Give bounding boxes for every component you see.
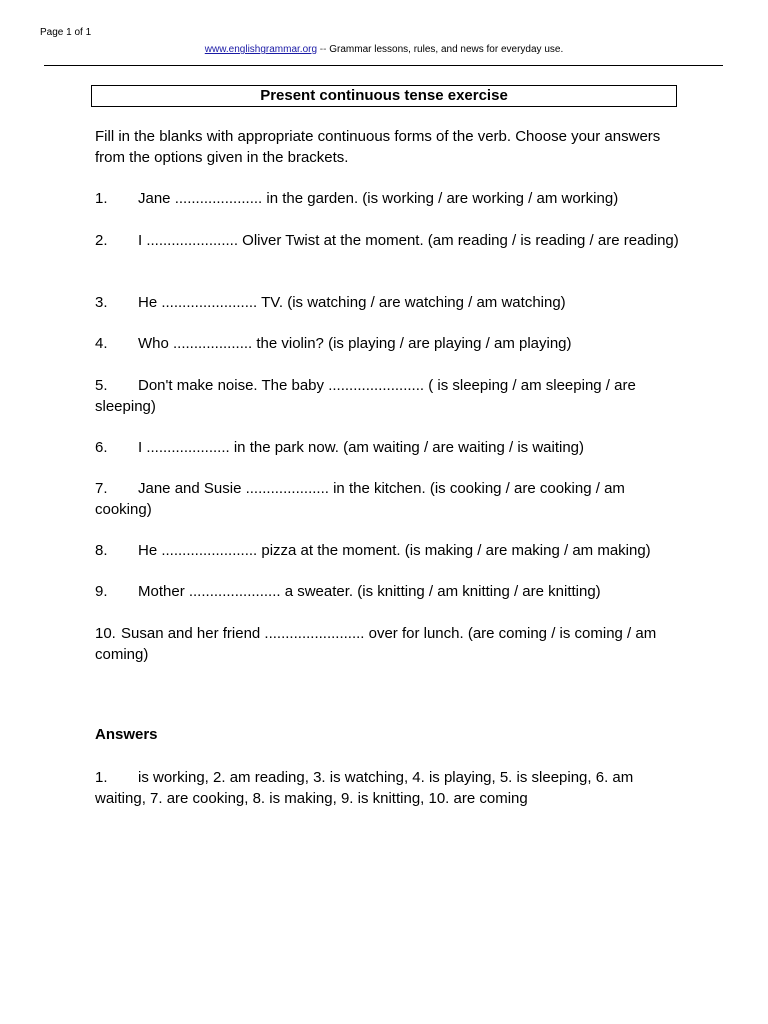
question-number: 7. [95,480,108,497]
question-number: 2. [95,232,108,249]
site-header [0,44,768,55]
question-item [95,292,679,313]
question-text: I .................... in the park now. (am waiting / are waiting / is waiting) [138,439,585,456]
question-text: Mother ...................... a sweater. (is knitting / am knitting / are knitting) [138,583,601,600]
question-number: 9. [95,583,108,600]
question-text: I ...................... Oliver Twist at the moment. (am reading / is reading / are reading) [138,232,679,249]
question-text: He ....................... pizza at the moment. (is making / are making / am making) [138,542,651,559]
question-number: 8. [95,542,108,559]
question-text: Don't make noise. The baby ....................... ( is sleeping / am sleeping / are sleeping) [95,377,636,415]
header-separator: -- [317,44,330,55]
question-number: 10. [95,625,116,642]
answers-heading: Answers [95,726,158,743]
question-item [95,230,679,251]
question-text: Who ................... the violin? (is playing / are playing / am playing) [138,335,572,352]
question-item [95,540,679,561]
question-item [95,478,679,520]
question-text: Susan and her friend ........................ over for lunch. (are coming / is coming / am coming) [95,625,657,663]
question-number: 6. [95,439,108,456]
question-number: 4. [95,335,108,352]
question-item [95,188,679,209]
question-text: Jane ..................... in the garden. (is working / are working / am working) [138,190,619,207]
instructions: Fill in the blanks with appropriate continuous forms of the verb. Choose your answers from the options given in the brackets. [95,128,661,166]
exercise-title: Present continuous tense exercise [91,85,677,107]
question-item [95,437,679,458]
question-item [95,375,679,417]
site-link[interactable]: www.englishgrammar.org [204,44,318,55]
question-text: Jane and Susie .................... in the kitchen. (is cooking / are cooking / am cooking) [95,480,625,518]
question-number: 5. [95,377,108,394]
header-divider [44,65,723,66]
answer-list: is working, 2. am reading, 3. is watching, 4. is playing, 5. is sleeping, 6. am waiting, 7. are cooking, 8. is making, 9. is knitting, 10. are coming [95,769,634,807]
answer-number: 1. [95,769,108,786]
question-item [95,581,679,602]
answers-text [95,767,679,809]
page-number-label: Page 1 of 1 [40,27,92,38]
site-tagline: Grammar lessons, rules, and news for everyday use. [329,44,564,55]
question-number: 1. [95,190,108,207]
question-number: 3. [95,294,108,311]
question-item [95,333,679,354]
question-item [95,623,679,665]
question-text: He ....................... TV. (is watching / are watching / am watching) [138,294,566,311]
